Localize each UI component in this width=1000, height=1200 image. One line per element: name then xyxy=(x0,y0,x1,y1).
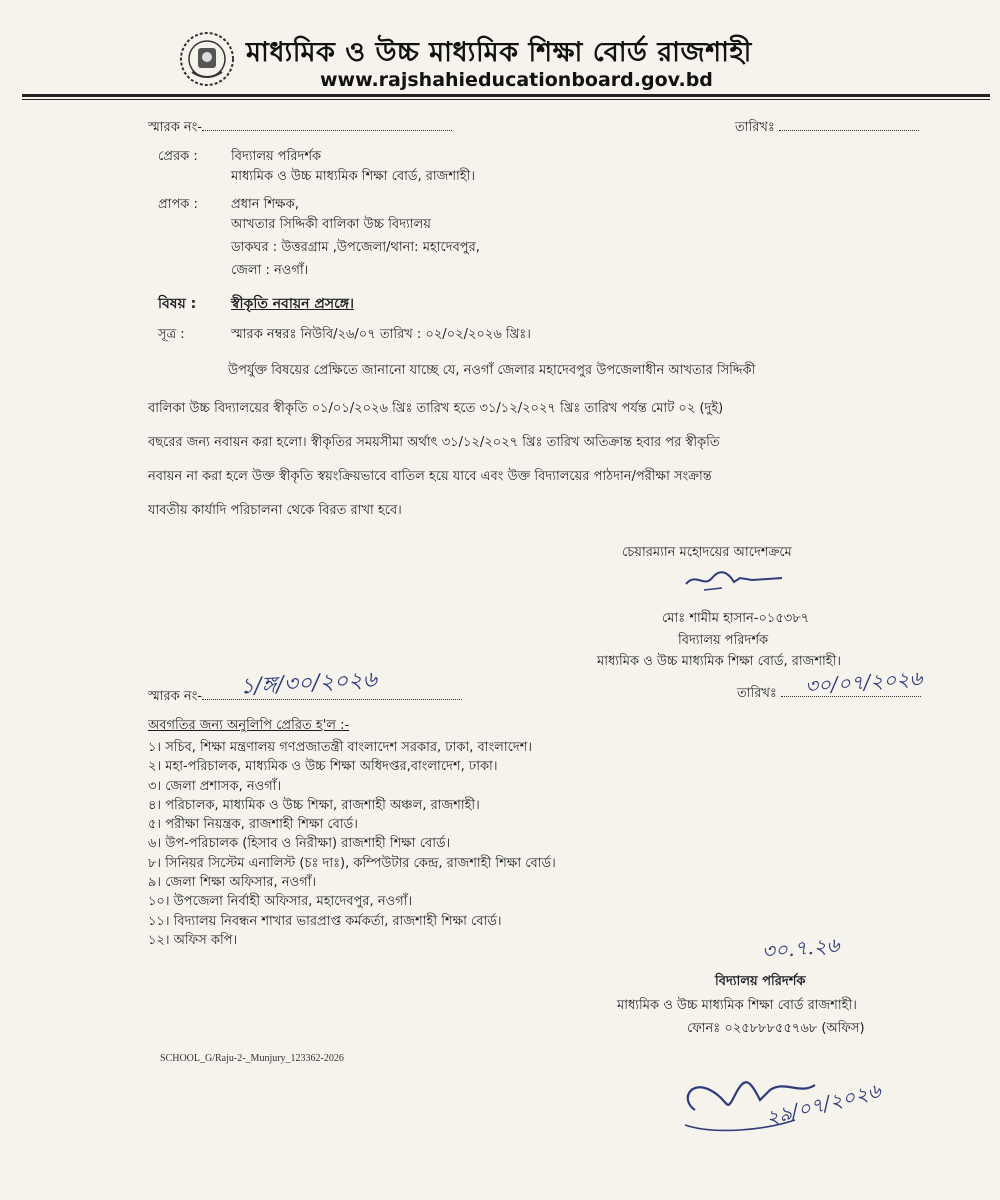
sender-label: প্রেরক : xyxy=(158,149,198,164)
recipient-line-2: আখতার সিদ্দিকী বালিকা উচ্চ বিদ্যালয় xyxy=(231,217,431,232)
copy-item: ১১। বিদ্যালয় নিবন্ধন শাখার ভারপ্রাপ্ত কর্মকর্তা, রাজশাহী শিক্ষা বোর্ড। xyxy=(148,913,502,929)
memo-number-blank xyxy=(202,130,452,131)
recipient-line-1: প্রধান শিক্ষক, xyxy=(231,197,299,212)
board-website: www.rajshahieducationboard.gov.bd xyxy=(320,69,713,91)
footer-handwritten-date: ২৯/০৭/২০২৬ xyxy=(763,1078,884,1130)
copy-item: ২। মহা-পরিচালক, মাধ্যমিক ও উচ্চ শিক্ষা অধিদপ্তর,বাংলাদেশ, ঢাকা। xyxy=(148,759,498,775)
memo2-handwritten-number: ১/ঙ্গ/৩০/২০২৬ xyxy=(239,667,378,700)
signature-1 xyxy=(682,566,792,596)
copies-list xyxy=(148,738,556,950)
header-rule-thin xyxy=(22,99,990,100)
sender-line-1: বিদ্যালয় পরিদর্শক xyxy=(231,149,322,164)
memo-date xyxy=(735,118,919,139)
header-rule xyxy=(22,94,990,97)
memo-date-blank xyxy=(779,130,919,131)
memo-date-label: তারিখঃ xyxy=(735,120,775,135)
copy-item: ১০। উপজেলা নির্বাহী অফিসার, মহাদেবপুর, নওগাঁ। xyxy=(148,894,413,910)
reference-label: সূত্র : xyxy=(158,327,185,342)
copy-item: ১২। অফিস কপি। xyxy=(148,932,238,948)
signatory-1-name: মোঃ শামীম হাসান-০১৫৩৮৭ xyxy=(662,611,810,626)
board-title: মাধ্যমিক ও উচ্চ মাধ্যমিক শিক্ষা বোর্ড রাজশাহী xyxy=(246,37,752,68)
memo2-number-label: স্মারক নং- xyxy=(148,689,202,704)
reference-text: স্মারক নম্বরঃ নিউবি/২৬/০৭ তারিখ : ০২/০২/২০২৬ খ্রিঃ। xyxy=(231,327,531,342)
copy-item: ৩। জেলা প্রশাসক, নওগাঁ। xyxy=(148,778,282,794)
memo2-handwritten-date: ৩০/০৭/২০২৬ xyxy=(804,665,924,699)
recipient-label: প্রাপক : xyxy=(158,197,198,212)
copy-item: ৮। সিনিয়র সিস্টেম এনালিস্ট (চঃ দাঃ), কম্পিউটার কেন্দ্র, রাজশাহী শিক্ষা বোর্ড। xyxy=(148,855,556,871)
body-line-4: নবায়ন না করা হলে উক্ত স্বীকৃতি স্বয়ংক্রিয়ভাবে বাতিল হয়ে যাবে এবং উক্ত বিদ্যালয়ের পাঠদান/পরীক্ষা সংক্রান্ত xyxy=(148,469,712,484)
copy-item: ৯। জেলা শিক্ষা অফিসার, নওগাঁ। xyxy=(148,875,317,891)
body-line-1: উপর্যুক্ত বিষয়ের প্রেক্ষিতে জানানো যাচ্ছে যে, নওগাঁ জেলার মহাদেবপুর উপজেলাধীন আখতার সিদ্দিকী xyxy=(228,363,756,378)
copy-item: ৫। পরীক্ষা নিয়ন্ত্রক, রাজশাহী শিক্ষা বোর্ড। xyxy=(148,817,358,833)
subject-label: বিষয় : xyxy=(158,296,197,312)
copy-item: ৪। পরিচালক, মাধ্যমিক ও উচ্চ শিক্ষা, রাজশাহী অঞ্চল, রাজশাহী। xyxy=(148,797,480,813)
recipient-line-3: ডাকঘর : উত্তরগ্রাম ,উপজেলা/থানা: মহাদেবপুর, xyxy=(231,240,480,255)
subject-text: স্বীকৃতি নবায়ন প্রসঙ্গে। xyxy=(231,296,355,312)
copy-item: ৬। উপ-পরিচালক (হিসাব ও নিরীক্ষা) রাজশাহী শিক্ষা বোর্ড। xyxy=(148,836,451,852)
body-line-2: বালিকা উচ্চ বিদ্যালয়ের স্বীকৃতি ০১/০১/২০২৬ খ্রিঃ তারিখ হতে ৩১/১২/২০২৭ খ্রিঃ তারিখ পর্যন্ত মোট ০২ (দুই) xyxy=(148,401,724,416)
copy-item: ১। সচিব, শিক্ষা মন্ত্রণালয় গণপ্রজাতন্ত্রী বাংলাদেশ সরকার, ঢাকা, বাংলাদেশ। xyxy=(148,740,533,755)
signatory-2-phone: ফোনঃ ০২৫৮৮৮৫৫৭৬৮ (অফিস) xyxy=(687,1021,865,1036)
order-text: চেয়ারম্যান মহোদয়ের আদেশক্রমে xyxy=(622,545,792,560)
copies-heading: অবগতির জন্য অনুলিপি প্রেরিত হ'ল :- xyxy=(148,718,350,733)
sender-line-2: মাধ্যমিক ও উচ্চ মাধ্যমিক শিক্ষা বোর্ড, রাজশাহী। xyxy=(231,169,475,184)
signatory-1-title: বিদ্যালয় পরিদর্শক xyxy=(678,633,769,648)
signatory-1-org: মাধ্যমিক ও উচ্চ মাধ্যমিক শিক্ষা বোর্ড, রাজশাহী। xyxy=(597,654,841,669)
memo-number xyxy=(148,118,452,139)
body-line-3: বছরের জন্য নবায়ন করা হলো। স্বীকৃতির সময়সীমা অর্থাৎ ৩১/১২/২০২৭ খ্রিঃ তারিখ অতিক্রান্ত হবার পর স্বীকৃতি xyxy=(148,435,720,450)
file-reference: SCHOOL_G/Raju-2-_Munjury_123362-2026 xyxy=(160,1053,344,1064)
memo2-date-label: তারিখঃ xyxy=(737,686,777,701)
memo-number-label: স্মারক নং- xyxy=(148,120,202,135)
body-line-5: যাবতীয় কার্যাদি পরিচালনা থেকে বিরত রাখা হবে। xyxy=(148,503,402,518)
signatory-2-org: মাধ্যমিক ও উচ্চ মাধ্যমিক শিক্ষা বোর্ড রাজশাহী। xyxy=(617,998,857,1013)
signatory-2-title: বিদ্যালয় পরিদর্শক xyxy=(715,974,806,989)
signatory-2-initial: ৩০.৭.২৬ xyxy=(760,932,841,964)
board-emblem-icon xyxy=(178,30,236,88)
recipient-line-4: জেলা : নওগাঁ। xyxy=(231,263,309,278)
